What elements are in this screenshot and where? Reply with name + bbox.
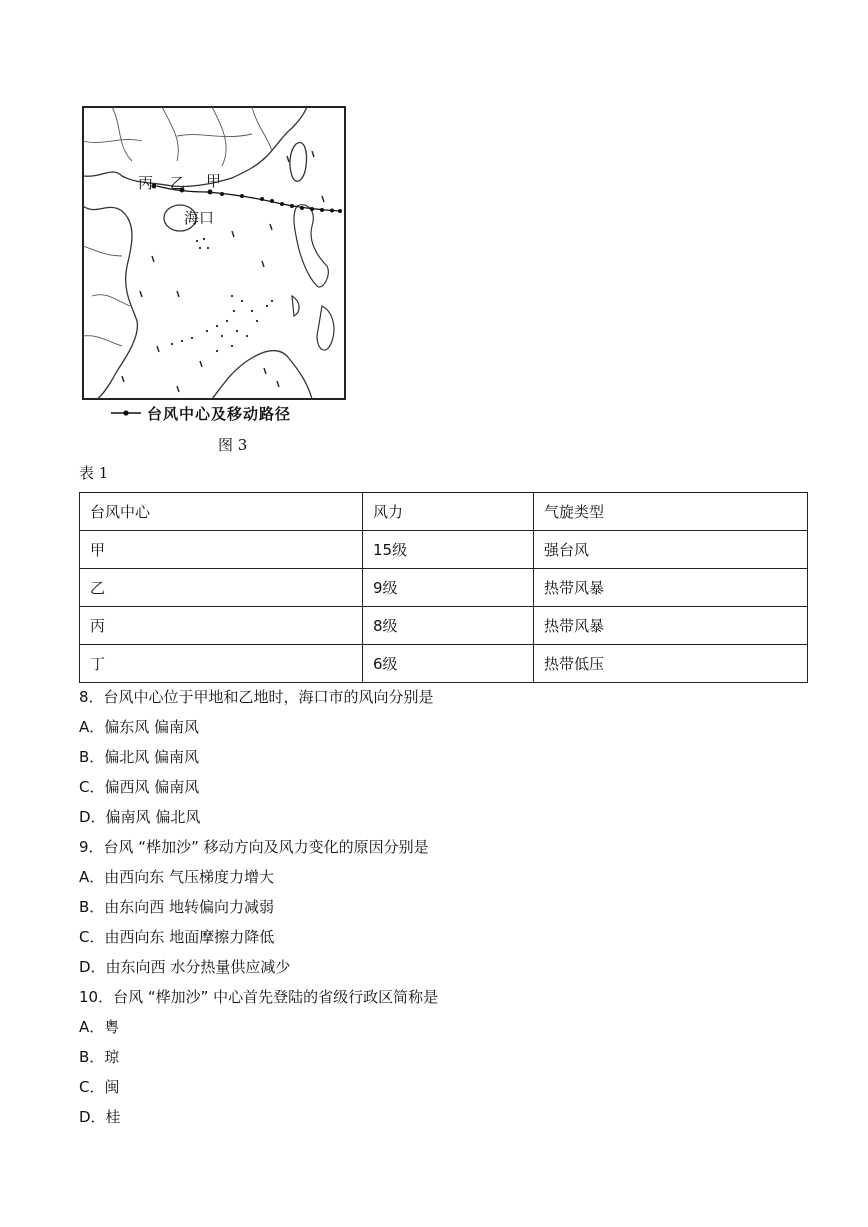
question-8-option-b[interactable]: B．偏北风 偏南风 [79,748,200,766]
taiwan-island [290,143,307,182]
question-8-option-a[interactable]: A．偏东风 偏南风 [79,718,200,736]
table-cell: 热带低压 [534,645,808,683]
table-cell: 8级 [363,607,534,645]
table-cell: 乙 [80,569,363,607]
typhoon-map [82,106,346,400]
question-9-option-a[interactable]: A．由西向东 气压梯度力增大 [79,868,275,886]
typhoon-table [79,492,808,683]
table-cell: 热带风暴 [534,569,808,607]
question-9-stem: 9．台风 “桦加沙” 移动方向及风力变化的原因分别是 [79,838,429,856]
question-9-option-c[interactable]: C．由西向东 地面摩擦力降低 [79,928,275,946]
label-bing: 丙 [138,174,154,192]
table-cell: 15级 [363,531,534,569]
question-list [79,682,819,1132]
question-10-option-a[interactable]: A．粤 [79,1018,120,1036]
table-cell: 热带风暴 [534,607,808,645]
header-cell: 台风中心 [80,493,363,531]
table-row [80,607,808,645]
figure-caption: 图 3 [218,436,248,454]
table-row [80,645,808,683]
table-cell: 6级 [363,645,534,683]
legend-label: 台风中心及移动路径 [147,404,292,423]
question-8-option-c[interactable]: C．偏西风 偏南风 [79,778,200,796]
question-10-stem: 10．台风 “桦加沙” 中心首先登陆的省级行政区简称是 [79,988,439,1006]
map-legend [111,402,291,424]
question-9-option-d[interactable]: D．由东向西 水分热量供应减少 [79,958,291,976]
question-9-option-b[interactable]: B．由东向西 地转偏向力减弱 [79,898,275,916]
question-8-stem: 8．台风中心位于甲地和乙地时，海口市的风向分别是 [79,688,434,706]
map-svg [82,106,346,400]
label-haikou: 海口 [184,209,215,227]
question-10-option-d[interactable]: D．桂 [79,1108,121,1126]
question-10-option-c[interactable]: C．闽 [79,1078,120,1096]
question-10-option-b[interactable]: B．琼 [79,1048,120,1066]
table-cell: 强台风 [534,531,808,569]
header-cell: 风力 [363,493,534,531]
header-cell: 气旋类型 [534,493,808,531]
table-cell: 9级 [363,569,534,607]
table-cell: 丙 [80,607,363,645]
table-cell: 丁 [80,645,363,683]
label-jia: 甲 [206,172,222,190]
table-row [80,531,808,569]
question-8-option-d[interactable]: D．偏南风 偏北风 [79,808,201,826]
table-caption: 表 1 [79,464,109,482]
track-legend-icon [111,406,141,420]
label-yi: 乙 [170,174,186,192]
table-row [80,569,808,607]
table-header-row [80,493,808,531]
table-cell: 甲 [80,531,363,569]
